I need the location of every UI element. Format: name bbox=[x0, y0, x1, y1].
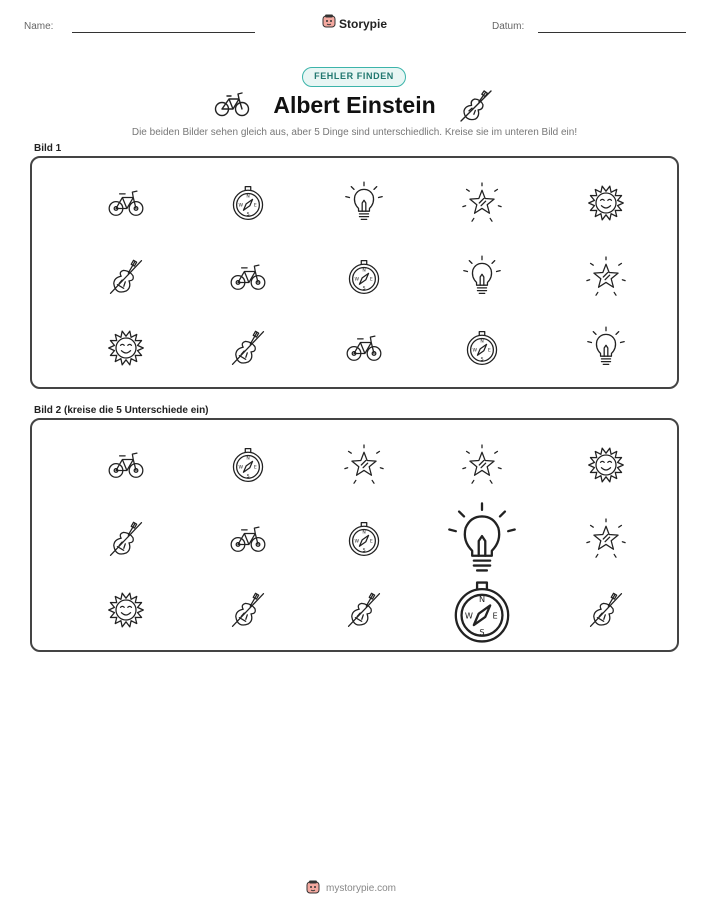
date-label: Datum: bbox=[492, 21, 525, 32]
violin-icon bbox=[458, 88, 494, 129]
picture2-compass-icon[interactable] bbox=[334, 511, 394, 567]
svg-text:N: N bbox=[362, 530, 366, 536]
picture2-star-icon[interactable] bbox=[576, 511, 636, 567]
instructions: Die beiden Bilder sehen gleich aus, aber 5 Dinge sind unterschiedlich. Kreise sie im unteren Bild ein! bbox=[131, 127, 578, 138]
picture1-bicycle-icon bbox=[334, 320, 394, 376]
name-label: Name: bbox=[24, 21, 54, 32]
picture1-compass-icon bbox=[218, 175, 278, 231]
svg-text:N: N bbox=[478, 594, 486, 605]
svg-text:E: E bbox=[369, 277, 373, 283]
picture2-violin-icon[interactable] bbox=[96, 511, 156, 567]
svg-text:W: W bbox=[464, 610, 473, 621]
page-title: Albert Einstein bbox=[273, 92, 436, 118]
svg-text:W: W bbox=[238, 465, 243, 471]
svg-text:N: N bbox=[246, 194, 250, 200]
svg-text:W: W bbox=[472, 348, 477, 354]
svg-text:N: N bbox=[480, 339, 484, 345]
storypie-mascot-icon bbox=[322, 14, 336, 33]
picture2-violin-icon[interactable] bbox=[576, 582, 636, 638]
picture1-sun-icon bbox=[576, 175, 636, 231]
date-field[interactable] bbox=[538, 32, 686, 33]
picture1-violin-icon bbox=[218, 320, 278, 376]
picture2-label: Bild 2 (kreise die 5 Unterschiede ein) bbox=[34, 405, 209, 416]
svg-text:E: E bbox=[492, 610, 498, 621]
brand-name: Storypie bbox=[339, 16, 388, 31]
header bbox=[0, 0, 709, 45]
picture1-lightbulb-icon bbox=[576, 320, 636, 376]
svg-text:E: E bbox=[487, 348, 491, 354]
picture1-compass-icon bbox=[452, 320, 512, 376]
picture1-bicycle-icon bbox=[96, 175, 156, 231]
picture2-panel[interactable] bbox=[30, 418, 679, 652]
svg-text:E: E bbox=[369, 539, 373, 545]
svg-text:S: S bbox=[246, 212, 250, 218]
svg-text:E: E bbox=[253, 465, 257, 471]
svg-text:W: W bbox=[354, 277, 359, 283]
picture1-violin-icon bbox=[96, 249, 156, 305]
picture2-sun-icon[interactable] bbox=[576, 437, 636, 493]
picture2-violin-icon[interactable] bbox=[334, 582, 394, 638]
picture2-bicycle-icon[interactable] bbox=[96, 437, 156, 493]
storypie-mascot-icon bbox=[306, 880, 320, 897]
picture1-lightbulb-icon bbox=[334, 175, 394, 231]
svg-text:S: S bbox=[480, 357, 484, 363]
svg-text:S: S bbox=[362, 286, 366, 292]
picture2-sun-icon[interactable] bbox=[96, 582, 156, 638]
picture1-star-icon bbox=[576, 249, 636, 305]
svg-text:W: W bbox=[238, 203, 243, 209]
footer-link[interactable]: mystorypie.com bbox=[326, 883, 397, 894]
footer bbox=[306, 880, 396, 897]
svg-text:S: S bbox=[362, 548, 366, 554]
svg-text:W: W bbox=[354, 539, 359, 545]
svg-text:N: N bbox=[362, 268, 366, 274]
picture2-lightbulb-icon[interactable] bbox=[444, 503, 520, 579]
svg-text:E: E bbox=[253, 203, 257, 209]
picture2-violin-icon[interactable] bbox=[218, 582, 278, 638]
picture2-star-icon[interactable] bbox=[452, 437, 512, 493]
picture1-panel bbox=[30, 156, 679, 389]
category-badge: FEHLER FINDEN bbox=[302, 67, 406, 87]
svg-text:S: S bbox=[246, 474, 250, 480]
svg-text:N: N bbox=[246, 456, 250, 462]
picture1-label: Bild 1 bbox=[34, 143, 62, 154]
picture2-compass-icon[interactable] bbox=[218, 437, 278, 493]
picture1-compass-icon bbox=[334, 249, 394, 305]
picture2-bicycle-icon[interactable] bbox=[218, 511, 278, 567]
picture1-sun-icon bbox=[96, 320, 156, 376]
picture2-compass-icon[interactable] bbox=[444, 574, 520, 650]
picture1-star-icon bbox=[452, 175, 512, 231]
svg-text:S: S bbox=[479, 626, 485, 637]
picture2-star-icon[interactable] bbox=[334, 437, 394, 493]
name-field[interactable] bbox=[72, 32, 255, 33]
brand-logo bbox=[322, 14, 387, 33]
picture1-bicycle-icon bbox=[218, 249, 278, 305]
picture1-lightbulb-icon bbox=[452, 249, 512, 305]
